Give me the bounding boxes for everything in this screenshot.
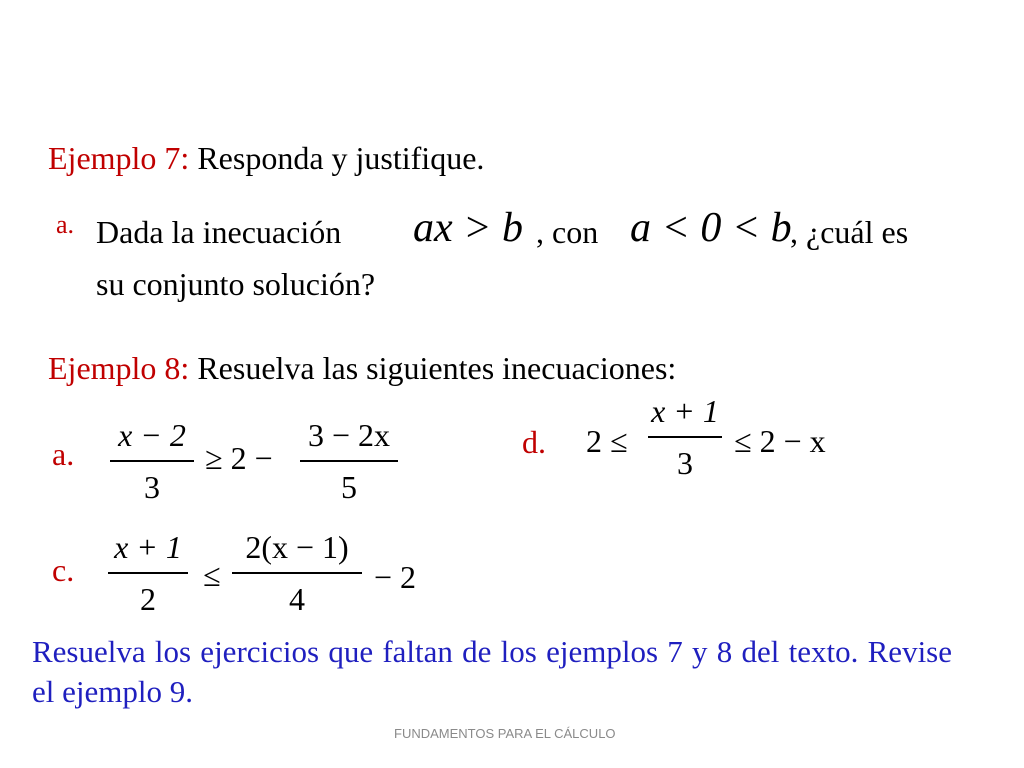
fraction-bar [648, 436, 722, 438]
ejemplo7-a-pre: Dada la inecuación [96, 214, 342, 250]
fraction-bar [232, 572, 362, 574]
ejemplo8-a-frac1-numerator: x − 2 [118, 417, 186, 453]
ejemplo8-c-frac1-denominator: 2 [140, 581, 156, 617]
ejemplo8-label: Ejemplo 8: [48, 350, 190, 386]
ejemplo8-c-frac2-numerator: 2(x − 1) [245, 529, 349, 565]
ejemplo8-a-fraction-2 [300, 418, 398, 504]
ejemplo8-c-right: − 2 [374, 559, 417, 595]
closing-instruction: Resuelva los ejercicios que faltan de los ejemplos 7 y 8 del texto. Revise el ejemplo 9. [32, 634, 952, 709]
fraction-bar [108, 572, 188, 574]
ejemplo7-heading [48, 140, 484, 176]
ejemplo8-c-middle: ≤ [203, 557, 221, 593]
ejemplo8-c-frac2-denominator: 4 [289, 581, 305, 617]
footer-text: FUNDAMENTOS PARA EL CÁLCULO [394, 726, 616, 741]
ejemplo7-a-line2: su conjunto solución? [96, 266, 376, 302]
ejemplo8-a-frac1-denominator: 3 [144, 469, 160, 505]
ejemplo8-a-frac2-numerator: 3 − 2x [307, 417, 391, 453]
fraction-bar [300, 460, 398, 462]
ejemplo8-d-right: ≤ 2 − x [734, 423, 826, 459]
ejemplo7-a-post: , ¿cuál es [790, 214, 909, 250]
ejemplo8-d-numerator: x + 1 [651, 393, 719, 429]
ejemplo8-a-marker: a. [52, 436, 75, 472]
ejemplo7-a-expr1: ax > b [413, 205, 523, 251]
ejemplo8-heading [48, 350, 676, 386]
ejemplo8-d-denominator: 3 [677, 445, 693, 481]
ejemplo7-text: Responda y justifique. [197, 140, 485, 176]
ejemplo8-text: Resuelva las siguientes inecuaciones: [197, 350, 677, 386]
ejemplo8-c-frac1-numerator: x + 1 [114, 529, 182, 565]
ejemplo7-label: Ejemplo 7: [48, 140, 190, 176]
ejemplo8-c-marker: c. [52, 552, 75, 588]
ejemplo8-a-fraction-1 [110, 418, 194, 504]
ejemplo7-a-marker: a. [56, 210, 75, 239]
ejemplo8-c-fraction-1 [108, 530, 188, 616]
ejemplo7-a-expr2: a < 0 < b [630, 205, 792, 251]
ejemplo8-c-fraction-2 [232, 530, 362, 616]
ejemplo8-d-left: 2 ≤ [586, 423, 628, 459]
ejemplo8-d-fraction [648, 394, 722, 480]
ejemplo8-a-frac2-denominator: 5 [341, 469, 357, 505]
ejemplo7-a-mid: , con [536, 214, 599, 250]
ejemplo8-d-marker: d. [522, 424, 546, 460]
ejemplo8-a-middle: ≥ 2 − [205, 440, 273, 476]
fraction-bar [110, 460, 194, 462]
